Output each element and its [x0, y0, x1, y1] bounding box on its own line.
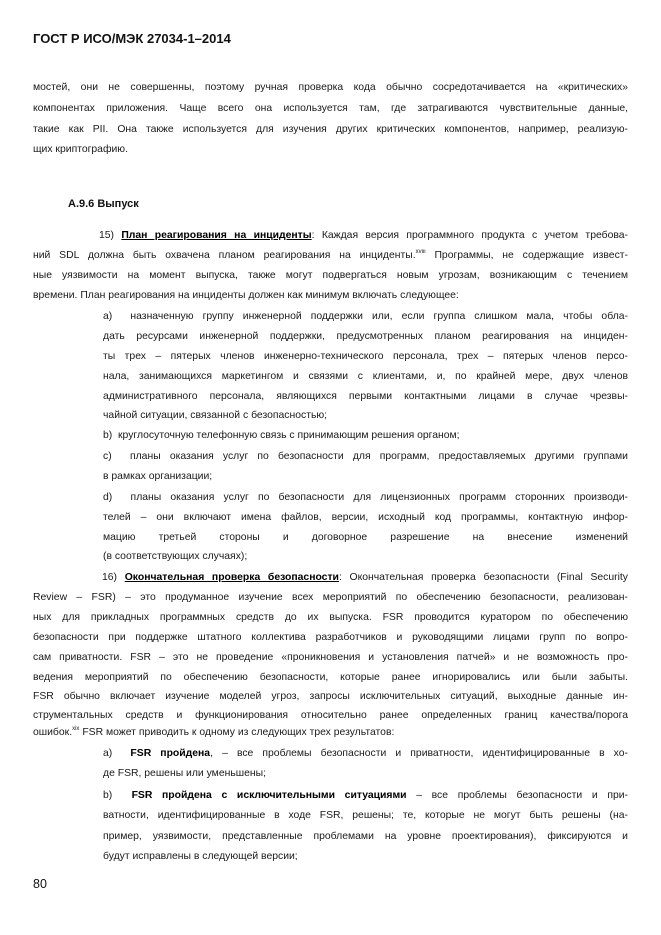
text-line — [103, 550, 628, 564]
text-line — [103, 789, 628, 803]
text-line — [33, 123, 628, 137]
term-label: План реагирования на инциденты — [121, 230, 312, 241]
text-line — [33, 651, 628, 665]
text-segment: d) планы оказания услуг по безопасности для лицензионных программ сторонних производи- — [103, 492, 628, 503]
text-segment: нала, занимающихся маркетингом и связями с клиентами, и, по крайней мере, двух членов — [103, 371, 628, 382]
text-line — [103, 409, 628, 423]
text-line — [103, 809, 628, 823]
text-segment: времени. План реагирования на инциденты должен как минимум включать следующее: — [33, 290, 459, 301]
text-segment: b) — [103, 790, 132, 801]
text-segment: ты трех – пятерых членов инженерно-технического персонала, трех – пятерых членов персо- — [103, 351, 628, 362]
text-line — [33, 289, 628, 303]
text-line — [103, 850, 628, 864]
text-line — [103, 390, 628, 404]
text-segment: ные уязвимости на момент выпуска, также могут подвергаться новым угрозам, возникающим с течением — [33, 270, 628, 281]
text-segment: безопасности при поддержке штатного коллектива разработчиков и руководящими лицами групп по вопро- — [33, 632, 628, 643]
text-line — [33, 631, 628, 645]
text-segment: ошибок. — [33, 727, 73, 738]
text-line — [33, 611, 628, 625]
text-segment: FSR обычно включает изучение моделей угроз, запросы исключительных ситуаций, выходные данные ин- — [33, 691, 628, 702]
footnote-ref: xix — [72, 726, 80, 732]
text-line — [33, 690, 628, 704]
text-line — [103, 470, 628, 484]
text-segment: административного персонала, являющихся первыми контактными лицами в случае чрезвы- — [103, 391, 628, 402]
text-line — [103, 370, 628, 384]
text-segment: в рамках организации; — [103, 471, 213, 482]
text-line — [103, 429, 628, 443]
term-label: FSR пройдена — [130, 748, 211, 759]
text-segment: мостей, они не совершенны, поэтому ручная проверка кода обычно сосредотачивается на «критических» — [33, 82, 628, 93]
text-segment: b) круглосуточную телефонную связь с принимающим решения органом; — [103, 430, 460, 441]
text-segment: дать ресурсами инженерной поддержки, предусмотренных планом реагирования на инциден- — [103, 331, 628, 342]
text-segment: струментальных средств и функционирования относительно ранее определенных границ качества/порога — [33, 710, 628, 721]
text-line — [103, 330, 628, 344]
text-segment: будут исправлены в следующей версии; — [103, 851, 298, 862]
text-segment: ватности, идентифицированные в ходе FSR, решены; те, которые не могут быть решены (на- — [103, 810, 628, 821]
text-segment: FSR может приводить к одному из следующих трех результатов: — [79, 727, 395, 738]
footnote-ref: xviii — [415, 249, 426, 255]
text-line — [33, 709, 628, 723]
text-segment: – все проблемы безопасности и при- — [406, 790, 628, 801]
term-label: Окончательная проверка безопасности — [124, 572, 339, 583]
section-heading: A.9.6 Выпуск — [68, 198, 139, 210]
text-line — [103, 531, 628, 545]
text-segment: телей – они включают имена файлов, версии, исходный код программы, контактную инфор- — [103, 512, 628, 523]
text-segment: Программы, не содержащие извест- — [425, 250, 628, 261]
text-segment: ных для прикладных программных средств до их выпуска. FSR проводится куратором по обеспечению — [33, 612, 628, 623]
text-segment: щих криптографию. — [33, 144, 128, 155]
text-line — [33, 269, 628, 283]
text-line — [33, 102, 628, 116]
text-line — [103, 491, 628, 505]
term-label: FSR пройдена с исключительными ситуациями — [131, 790, 407, 801]
text-segment: компонентах приложения. Чаще всего она используется там, где затрагиваются чувствительные данные, — [33, 103, 628, 114]
text-line — [103, 747, 628, 761]
text-segment: ведения мероприятий по обеспечению безопасности, которые ранее игнорировались или были забыты. — [33, 672, 628, 683]
text-segment: пример, уязвимости, представленные проблемами на уровне проектирования), фиксируются и — [103, 831, 628, 842]
text-segment: c) планы оказания услуг по безопасности для программ, предоставляемых другими группами — [103, 451, 628, 462]
text-line — [33, 571, 628, 585]
text-segment: ний SDL должна быть охвачена планом реагирования на инциденты. — [33, 250, 416, 261]
document-header: ГОСТ Р ИСО/МЭК 27034-1–2014 — [33, 31, 231, 46]
text-line — [103, 310, 628, 324]
text-line — [103, 830, 628, 844]
text-line — [103, 767, 628, 781]
text-segment: (в соответствующих случаях); — [103, 551, 248, 562]
text-line — [33, 249, 628, 263]
text-segment: 16) — [33, 572, 125, 583]
text-segment: 15) — [33, 230, 122, 241]
text-line — [103, 350, 628, 364]
text-line — [33, 81, 628, 95]
text-line — [33, 591, 628, 605]
text-segment: : Окончательная проверка безопасности (Final Security — [338, 572, 628, 583]
text-line — [33, 143, 628, 157]
text-segment: a) — [103, 748, 131, 759]
text-segment: , – все проблемы безопасности и приватности, идентифицированные в хо- — [210, 748, 628, 759]
text-segment: чайной ситуации, связанной с безопасностью; — [103, 410, 328, 421]
text-line — [103, 511, 628, 525]
text-line — [33, 229, 628, 243]
text-segment: мацию третьей стороны и договорное разрешение на внесение изменений — [103, 532, 628, 543]
text-segment: Review – FSR) – это продуманное изучение всех мероприятий по обеспечению безопасности, реализован- — [33, 592, 628, 603]
text-segment: : Каждая версия программного продукта с учетом требова- — [311, 230, 628, 241]
text-line — [103, 450, 628, 464]
text-segment: де FSR, решены или уменьшены; — [103, 768, 266, 779]
text-segment: a) назначенную группу инженерной поддержки или, если группа слишком мала, чтобы обла- — [103, 311, 628, 322]
text-segment: сам приватности. FSR – это не проведение «проникновения и установления патчей» и не возможность про- — [33, 652, 628, 663]
text-line — [33, 671, 628, 685]
page-number: 80 — [33, 877, 47, 891]
text-line — [33, 726, 628, 740]
text-segment: такие как PII. Она также используется для изучения других критических компонентов, например, реализую- — [33, 124, 628, 135]
